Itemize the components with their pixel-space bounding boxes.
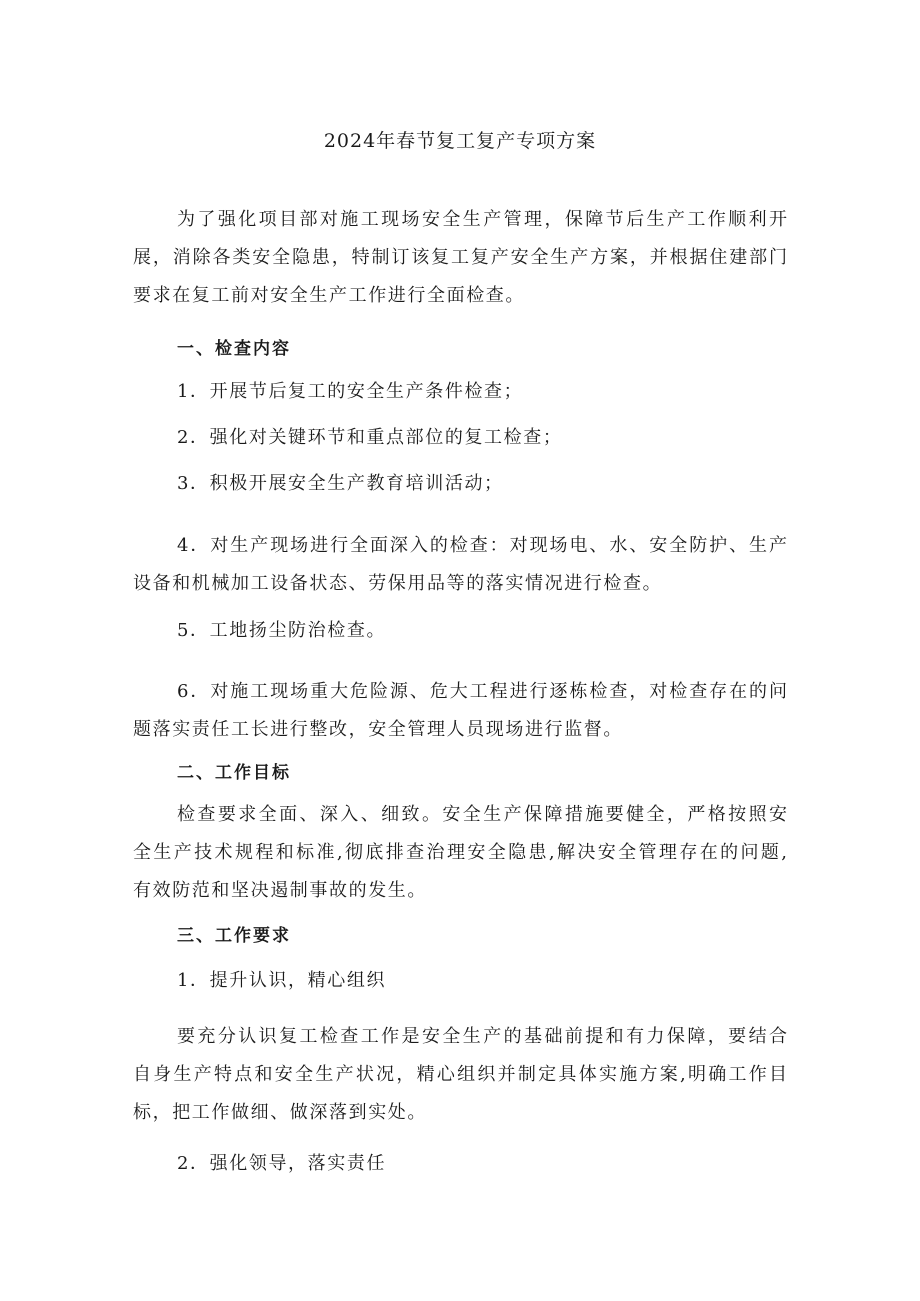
intro-paragraph xyxy=(133,201,787,315)
subheading xyxy=(133,1145,787,1183)
text-line: 1．提升认识，精心组织 xyxy=(177,970,387,991)
text-line: 2．强化领导，落实责任 xyxy=(177,1153,387,1174)
list-item xyxy=(133,373,787,411)
paragraph xyxy=(133,1018,787,1132)
text-line: 全生产技术规程和标准,彻底排查治理安全隐患,解决安全管理存在的问题, xyxy=(133,842,787,863)
subheading xyxy=(133,962,787,1000)
list-item xyxy=(133,527,787,603)
list-item xyxy=(133,465,787,503)
text-line: 6．对施工现场重大危险源、危大工程进行逐栋检查，对检查存在的问 xyxy=(177,681,787,702)
text-line: 3．积极开展安全生产教育培训活动； xyxy=(177,473,504,494)
section-heading: 二、工作目标 xyxy=(177,763,291,783)
text-line: 展，消除各类安全隐患，特制订该复工复产安全生产方案，并根据住建部门 xyxy=(133,247,787,268)
section-heading: 一、检查内容 xyxy=(177,339,291,359)
text-line: 标，把工作做细、做深落到实处。 xyxy=(133,1102,427,1123)
section-heading: 三、工作要求 xyxy=(177,926,291,946)
list-item xyxy=(133,673,787,749)
text-line: 1．开展节后复工的安全生产条件检查； xyxy=(177,381,524,402)
text-line: 自身生产特点和安全生产状况，精心组织并制定具体实施方案,明确工作目 xyxy=(133,1064,787,1085)
paragraph xyxy=(133,796,787,910)
text-line: 要求在复工前对安全生产工作进行全面检查。 xyxy=(133,285,525,306)
text-line: 检查要求全面、深入、细致。安全生产保障措施要健全，严格按照安 xyxy=(177,804,787,825)
list-item xyxy=(133,612,787,650)
text-line: 有效防范和坚决遏制事故的发生。 xyxy=(133,880,427,901)
text-line: 5．工地扬尘防治检查。 xyxy=(177,620,387,641)
text-line: 2．强化对关键环节和重点部位的复工检查； xyxy=(177,427,563,448)
text-line: 设备和机械加工设备状态、劳保用品等的落实情况进行检查。 xyxy=(133,573,663,594)
document-title: 2024年春节复工复产专项方案 xyxy=(323,130,597,152)
text-line: 为了强化项目部对施工现场安全生产管理，保障节后生产工作顺利开 xyxy=(177,209,787,230)
text-line: 要充分认识复工检查工作是安全生产的基础前提和有力保障，要结合 xyxy=(177,1026,787,1047)
text-line: 题落实责任工长进行整改，安全管理人员现场进行监督。 xyxy=(133,719,623,740)
list-item xyxy=(133,419,787,457)
text-line: 4．对生产现场进行全面深入的检查：对现场电、水、安全防护、生产 xyxy=(177,535,787,556)
